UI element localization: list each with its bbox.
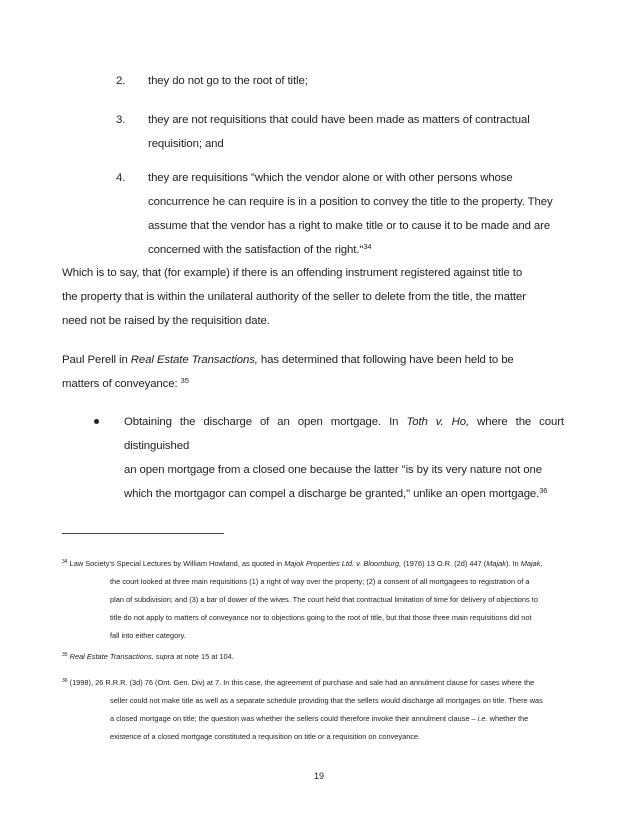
- footnote-34: $^{34}$ Law Society's Special Lectures by William Howland, as quoted in Majok Properties Ltd. v. Bloomburg, (1976) 13 O.R. (2d) 447 (Majak). In Majak, the court looked at three main requisitions (1) a right of way over the property; (2) a consent of all mortgagees to registration of a plan of subdivision; and (3) a bar of dower of the wives. The court held that contractual limitation of time for delivery of objections to title do not apply to matters of conveyance nor to objections going to the root of title, but that those three main requisitions did not fall into either category.: [62, 559, 543, 640]
- footnote-35: $^{35}$ Real Estate Transactions, supra at note 15 at 104.: [62, 652, 234, 661]
- bullet-icon: [94, 419, 99, 424]
- footnote-ref-34[interactable]: 34: [363, 242, 372, 251]
- paragraph-requisition: Which is to say, that (for example) if there is an offending instrument registered against title to the property that is within the unilateral authority of the seller to delete from the title, the matter need not be raised by the requisition date.: [62, 267, 526, 327]
- bullet-text: Obtaining the discharge of an open mortgage. In Toth v. Ho, where the court distinguished an open mortgage from a closed one because the latter "is by its very nature not one which the mortgagor can compel a discharge be granted," unlike an open mortgage.$^{36}$: [124, 416, 565, 500]
- footnote-36: $^{36}$ (1998), 26 R.R.R. (3d) 76 (Ont. Gen. Div) at 7. In this case, the agreement of purchase and sale had an annulment clause for cases where the seller could not make title as well as a separate schedule providing that the sellers would discharge all mortgages on title. There was a closed mortgage on title; the question was whether the sellers could therefore invoke their annulment clause – i.e. whether the existence of a closed mortgage constituted a requisition on title or a requisition on conveyance.: [62, 678, 543, 741]
- item-number: 2.: [116, 75, 126, 87]
- item-text: they are requisitions "which the vendor alone or with other persons whose concurrence he can require is in a position to convey the title to the property. They assume that the vendor has a right to make title or to cause it to be made and are concerned with the satisfaction of the right."$^{34}$: [148, 172, 553, 256]
- numbered-item-3: [62, 108, 564, 156]
- footnote-ref-35[interactable]: 35: [180, 376, 189, 385]
- item-number: 4.: [116, 172, 126, 184]
- numbered-item-2: [62, 69, 564, 93]
- footnote-number: 34: [62, 559, 68, 565]
- case-name: Toth v. Ho,: [406, 416, 470, 428]
- item-number: 3.: [116, 114, 126, 126]
- page-number: 19: [313, 771, 324, 781]
- item-text: they are not requisitions that could have been made as matters of contractual requisition; and: [148, 114, 530, 150]
- footnote-separator: [62, 533, 224, 534]
- paragraph-perell: Paul Perell in Real Estate Transactions, has determined that following have been held to be matters of conveyance: $^{35}$: [62, 354, 514, 390]
- footnote-ref-36[interactable]: 36: [539, 486, 548, 495]
- footnote-number: 36: [62, 678, 68, 684]
- numbered-item-4: [62, 166, 564, 262]
- bullet-item-open-mortgage: [62, 410, 564, 506]
- book-title: Real Estate Transactions,: [130, 354, 258, 366]
- item-text: they do not go to the root of title;: [148, 75, 308, 87]
- footnote-number: 35: [62, 652, 68, 658]
